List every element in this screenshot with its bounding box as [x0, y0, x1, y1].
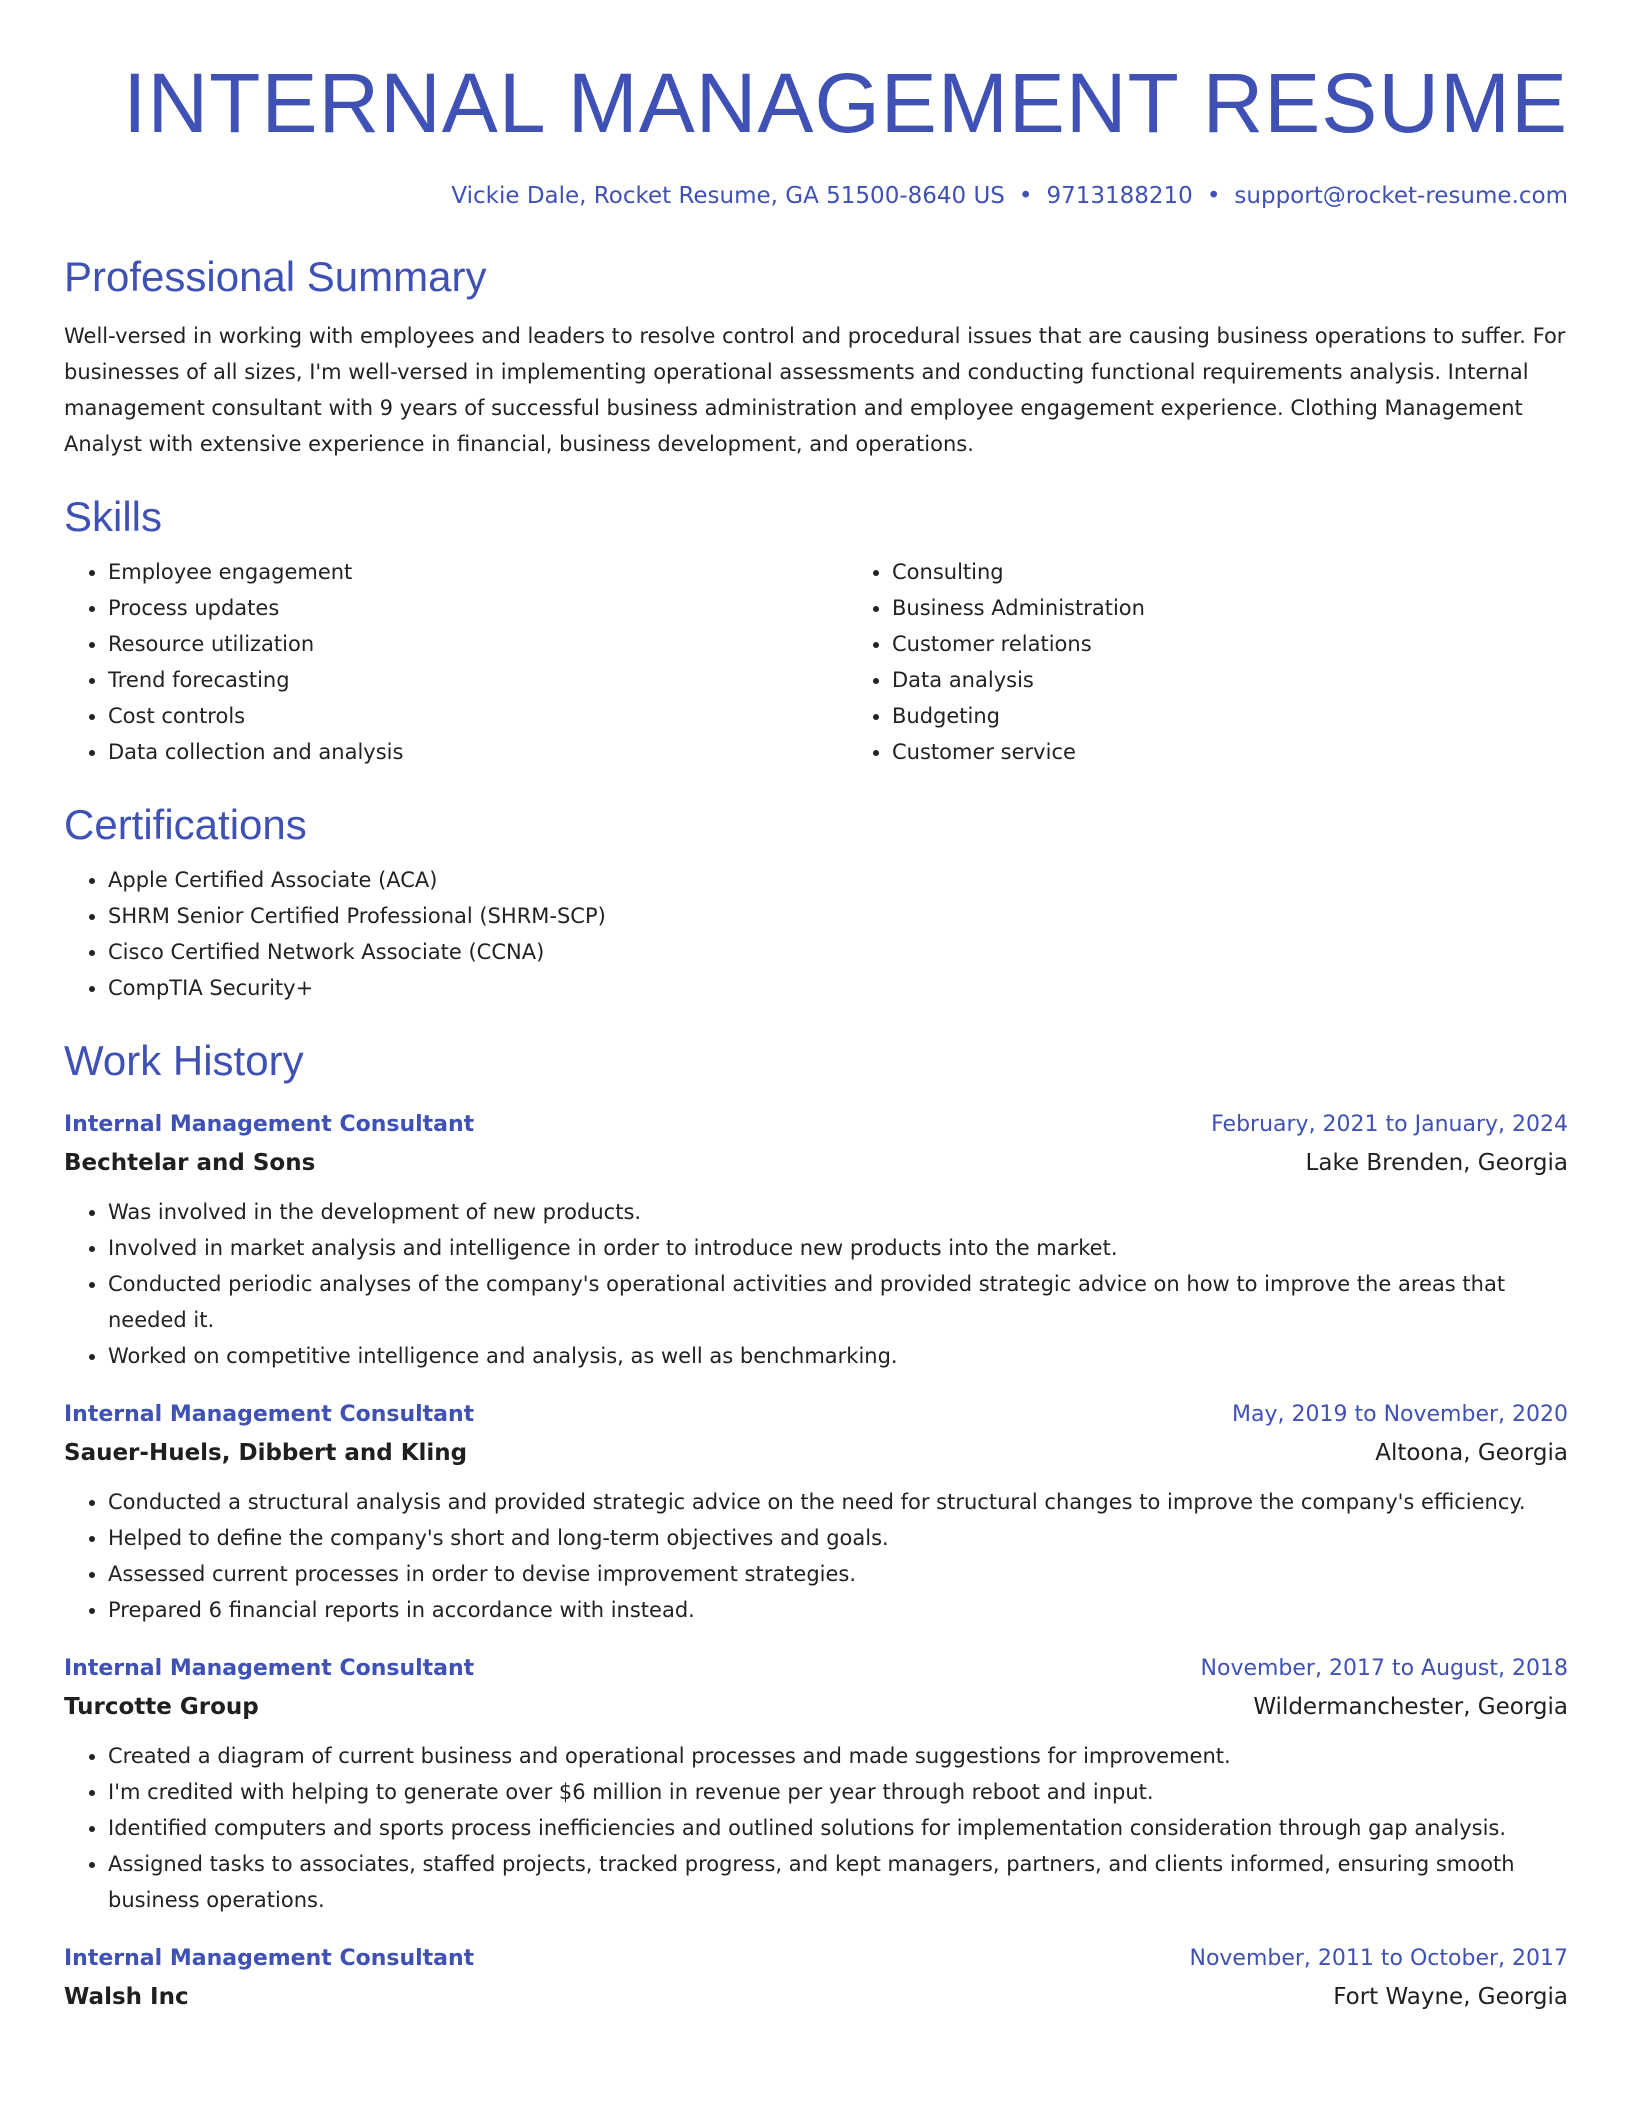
skill-item: • Trend forecasting [108, 662, 848, 698]
job-dates: November, 2017 to August, 2018 [1200, 1656, 1568, 1681]
certifications-heading: Certifications [64, 801, 307, 848]
summary-heading: Professional Summary [64, 253, 487, 300]
certifications-list [64, 862, 1568, 1006]
job-bullet: • Assigned tasks to associates, staffed projects, tracked progress, and kept managers, partners, and clients informed, ensuring smooth business operations. [108, 1846, 1568, 1918]
job-title-row [64, 1650, 1568, 1688]
job-company-row [64, 1144, 1568, 1182]
contact-address: Vickie Dale, Rocket Resume, GA 51500-8640 US [451, 183, 1005, 209]
skills-grid [64, 544, 1568, 770]
job-entry [64, 1940, 1568, 2016]
summary-section [64, 250, 1568, 462]
skills-section [64, 490, 1568, 770]
job-title: Internal Management Consultant [64, 1946, 475, 1971]
resume-title: INTERNAL MANAGEMENT RESUME [123, 56, 1568, 150]
job-company-row [64, 1434, 1568, 1472]
job-location: Lake Brenden, Georgia [1305, 1150, 1568, 1176]
certification-item: • Apple Certified Associate (ACA) [108, 862, 1568, 898]
skills-list-left [64, 554, 848, 770]
job-dates: May, 2019 to November, 2020 [1232, 1402, 1568, 1427]
job-title: Internal Management Consultant [64, 1656, 475, 1681]
job-bullet: • Worked on competitive intelligence and analysis, as well as benchmarking. [108, 1338, 1568, 1374]
job-bullet: • Was involved in the development of new products. [108, 1194, 1568, 1230]
job-company: Sauer-Huels, Dibbert and Kling [64, 1440, 468, 1466]
job-title: Internal Management Consultant [64, 1402, 475, 1427]
job-bullets [64, 1194, 1568, 1374]
job-entry [64, 1650, 1568, 1918]
skill-item: • Cost controls [108, 698, 848, 734]
job-bullet: • Conducted periodic analyses of the company's operational activities and provided strategic advice on how to improve the areas that needed it. [108, 1266, 1568, 1338]
work-history-heading: Work History [64, 1037, 304, 1084]
job-bullet: • I'm credited with helping to generate over $6 million in revenue per year through reboot and input. [108, 1774, 1568, 1810]
certifications-section [64, 798, 1568, 1006]
job-company-row [64, 1688, 1568, 1726]
contact-separator: • [1018, 183, 1033, 209]
job-bullet: • Helped to define the company's short and long-term objectives and goals. [108, 1520, 1568, 1556]
job-bullet: • Created a diagram of current business and operational processes and made suggestions for improvement. [108, 1738, 1568, 1774]
job-bullet: • Assessed current processes in order to devise improvement strategies. [108, 1556, 1568, 1592]
skill-item: • Customer relations [892, 626, 1568, 662]
contact-email: support@rocket-resume.com [1234, 183, 1568, 209]
skill-item: • Consulting [892, 554, 1568, 590]
job-company-row [64, 1978, 1568, 2016]
skills-list-right [848, 554, 1568, 770]
certification-item: • Cisco Certified Network Associate (CCNA) [108, 934, 1568, 970]
job-dates: February, 2021 to January, 2024 [1211, 1112, 1568, 1137]
job-bullet: • Identified computers and sports process inefficiencies and outlined solutions for implementation consideration through gap analysis. [108, 1810, 1568, 1846]
job-bullets [64, 1738, 1568, 1918]
skill-item: • Customer service [892, 734, 1568, 770]
skills-heading: Skills [64, 493, 163, 540]
job-bullets [64, 1484, 1568, 1628]
skill-item: • Data analysis [892, 662, 1568, 698]
job-entry [64, 1106, 1568, 1374]
certification-item: • SHRM Senior Certified Professional (SHRM-SCP) [108, 898, 1568, 934]
job-bullet: • Conducted a structural analysis and provided strategic advice on the need for structural changes to improve the company's efficiency. [108, 1484, 1568, 1520]
job-title: Internal Management Consultant [64, 1112, 475, 1137]
job-title-row [64, 1396, 1568, 1434]
skill-item: • Business Administration [892, 590, 1568, 626]
job-bullet: • Prepared 6 financial reports in accordance with instead. [108, 1592, 1568, 1628]
skill-item: • Data collection and analysis [108, 734, 848, 770]
skill-item: • Resource utilization [108, 626, 848, 662]
job-entry [64, 1396, 1568, 1628]
job-company: Bechtelar and Sons [64, 1150, 316, 1176]
job-company: Walsh Inc [64, 1984, 189, 2010]
skill-item: • Employee engagement [108, 554, 848, 590]
contact-line [64, 178, 1568, 214]
certification-item: • CompTIA Security+ [108, 970, 1568, 1006]
contact-phone: 9713188210 [1046, 183, 1193, 209]
job-bullet: • Involved in market analysis and intelligence in order to introduce new products into the market. [108, 1230, 1568, 1266]
job-company: Turcotte Group [64, 1694, 259, 1720]
resume-header [64, 48, 1568, 214]
job-title-row [64, 1106, 1568, 1144]
skill-item: • Budgeting [892, 698, 1568, 734]
job-location: Wildermanchester, Georgia [1253, 1694, 1568, 1720]
skill-item: • Process updates [108, 590, 848, 626]
job-location: Altoona, Georgia [1375, 1440, 1568, 1466]
summary-text: Well-versed in working with employees and leaders to resolve control and procedural issues that are causing business operations to suffer. For businesses of all sizes, I'm well-versed in implementing operational assessments and conducting functional requirements analysis. Internal management consultant with 9 years of successful business administration and employee engagement experience. Clothing Management Analyst with extensive experience in financial, business development, and operations. [64, 324, 1566, 456]
job-title-row [64, 1940, 1568, 1978]
job-dates: November, 2011 to October, 2017 [1189, 1946, 1568, 1971]
job-location: Fort Wayne, Georgia [1333, 1984, 1568, 2010]
contact-separator: • [1206, 183, 1221, 209]
work-history-section [64, 1034, 1568, 2016]
